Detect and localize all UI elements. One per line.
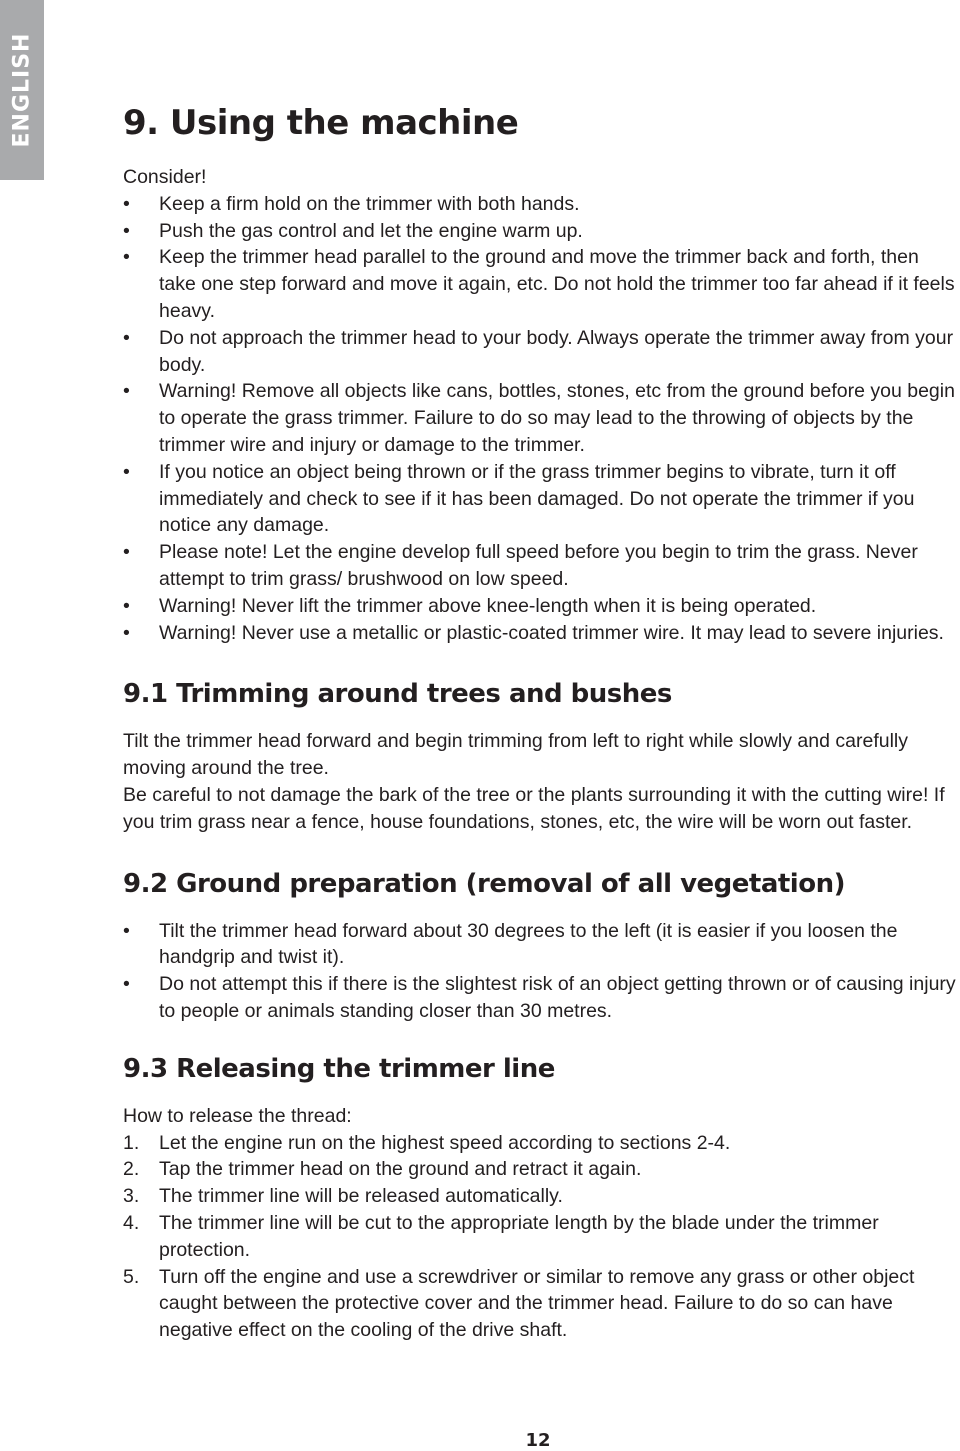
paragraph: Tilt the trimmer head forward and begin trimming from left to right while slowly and carefully moving around the tree. bbox=[123, 730, 908, 780]
step-number: 3. bbox=[123, 1185, 140, 1208]
language-tab bbox=[0, 0, 44, 180]
bullet-icon: • bbox=[123, 192, 130, 215]
bullet-icon: • bbox=[123, 380, 130, 403]
list-item: • If you notice an object being thrown or if the grass trimmer begins to vibrate, turn it off immediately and check to see if it has been damaged. Do not operate the trimmer if you notice any damage. bbox=[123, 460, 915, 537]
bullet-icon: • bbox=[123, 219, 130, 242]
ground-prep-list bbox=[123, 918, 958, 1025]
consider-label: Consider! bbox=[123, 166, 207, 188]
consider-list bbox=[123, 191, 958, 647]
subsection-title-9-2: 9.2 Ground preparation (removal of all vegetation) bbox=[123, 868, 845, 899]
paragraph: Be careful to not damage the bark of the tree or the plants surrounding it with the cutting wire! If you trim grass near a fence, house foundations, stones, etc, the wire will be worn out faster. bbox=[123, 783, 945, 833]
list-item: • Do not approach the trimmer head to your body. Always operate the trimmer away from your body. bbox=[123, 326, 954, 376]
step-number: 2. bbox=[123, 1158, 140, 1181]
list-item: 4. The trimmer line will be cut to the appropriate length by the blade under the trimmer protection. bbox=[123, 1211, 879, 1261]
list-item: • Warning! Remove all objects like cans, bottles, stones, etc from the ground before you begin to operate the grass trimmer. Failure to do so may lead to the throwing of objects by the trimmer wire and injury or damage to the trimmer. bbox=[123, 380, 955, 456]
release-steps-list bbox=[123, 1130, 958, 1344]
step-number: 4. bbox=[123, 1211, 140, 1234]
list-item: • Please note! Let the engine develop full speed before you begin to trim the grass. Never attempt to trim grass/ brushwood on low speed. bbox=[123, 541, 918, 590]
list-item: 3. The trimmer line will be released automatically. bbox=[123, 1183, 958, 1210]
bullet-icon: • bbox=[123, 973, 130, 996]
list-item: 1. Let the engine run on the highest speed according to sections 2-4. bbox=[123, 1130, 958, 1157]
list-item: 5. Turn off the engine and use a screwdriver or similar to remove any grass or other object caught between the protective cover and the trimmer head. Failure to do so can have negative effect on the cooling of the drive shaft. bbox=[123, 1265, 915, 1342]
step-number: 1. bbox=[123, 1131, 140, 1154]
list-item: • Warning! Never use a metallic or plastic-coated trimmer wire. It may lead to severe injuries. bbox=[123, 620, 958, 647]
list-item: • Tilt the trimmer head forward about 30 degrees to the left (it is easier if you loosen the handgrip and twist it). bbox=[123, 919, 898, 969]
page-content bbox=[123, 100, 958, 1344]
list-item: • Push the gas control and let the engine warm up. bbox=[123, 218, 958, 245]
list-item: • Keep the trimmer head parallel to the ground and move the trimmer back and forth, then take one step forward and move it again, etc. Do not hold the trimmer too far ahead if it feels heavy. bbox=[123, 246, 955, 322]
bullet-icon: • bbox=[123, 326, 130, 349]
list-item: • Warning! Never lift the trimmer above knee-length when it is being operated. bbox=[123, 593, 958, 620]
bullet-icon: • bbox=[123, 594, 130, 617]
bullet-icon: • bbox=[123, 919, 130, 942]
section-title: 9. Using the machine bbox=[123, 103, 519, 143]
subsection-title-9-1: 9.1 Trimming around trees and bushes bbox=[123, 679, 672, 710]
subsection-title-9-3: 9.3 Releasing the trimmer line bbox=[123, 1053, 555, 1084]
bullet-icon: • bbox=[123, 541, 130, 564]
list-item: • Keep a firm hold on the trimmer with both hands. bbox=[123, 191, 958, 218]
page-number: 12 bbox=[525, 1430, 551, 1451]
step-number: 5. bbox=[123, 1265, 140, 1288]
bullet-icon: • bbox=[123, 460, 130, 483]
language-tab-label: ENGLISH bbox=[9, 32, 35, 148]
list-item: 2. Tap the trimmer head on the ground and retract it again. bbox=[123, 1156, 958, 1183]
bullet-icon: • bbox=[123, 621, 130, 644]
list-item: • Do not attempt this if there is the slightest risk of an object getting thrown or of causing injury to people or animals standing closer than 30 metres. bbox=[123, 973, 956, 1022]
steps-intro: How to release the thread: bbox=[123, 1104, 352, 1127]
bullet-icon: • bbox=[123, 246, 130, 269]
